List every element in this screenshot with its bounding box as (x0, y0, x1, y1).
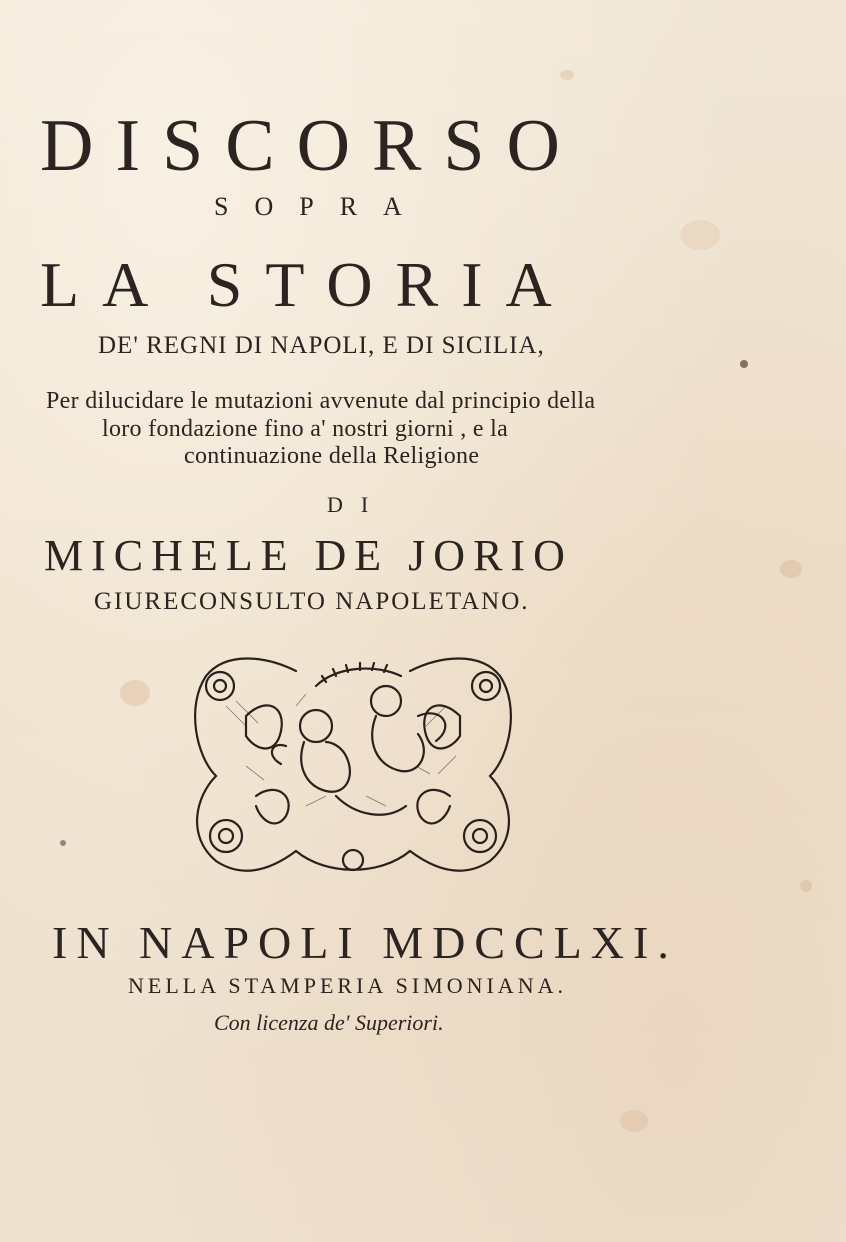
foxing-spot (800, 880, 812, 892)
foxing-spot (60, 840, 66, 846)
author-name: MICHELE DE JORIO (44, 531, 573, 580)
title-main: DISCORSO (40, 105, 582, 187)
foxing-spot (120, 680, 150, 706)
imprint-place-year: IN NAPOLI MDCCLXI. (52, 917, 678, 968)
imprint-license: Con licenza de' Superiori. (214, 1010, 444, 1035)
imprint-printer: NELLA STAMPERIA SIMONIANA. (128, 973, 567, 998)
foxing-spot (620, 1110, 648, 1132)
foxing-spot (740, 360, 748, 368)
description-line: loro fondazione fino a' nostri giorni , e la (102, 416, 509, 442)
cherubs-vignette-ornament (186, 646, 520, 882)
description-line: Per dilucidare le mutazioni avvenute dal principio della (46, 388, 596, 414)
foxing-spot (680, 220, 720, 250)
description-line: continuazione della Religione (184, 443, 480, 469)
author-title: GIURECONSULTO NAPOLETANO. (94, 588, 530, 615)
author-preposition: DI (327, 492, 387, 517)
foxing-spot (560, 70, 574, 80)
title-subject-detail: DE' REGNI DI NAPOLI, E DI SICILIA, (98, 332, 545, 359)
foxing-spot (780, 560, 802, 578)
title-preposition: SOPRA (214, 192, 428, 221)
title-subject: LA STORIA (40, 249, 575, 320)
